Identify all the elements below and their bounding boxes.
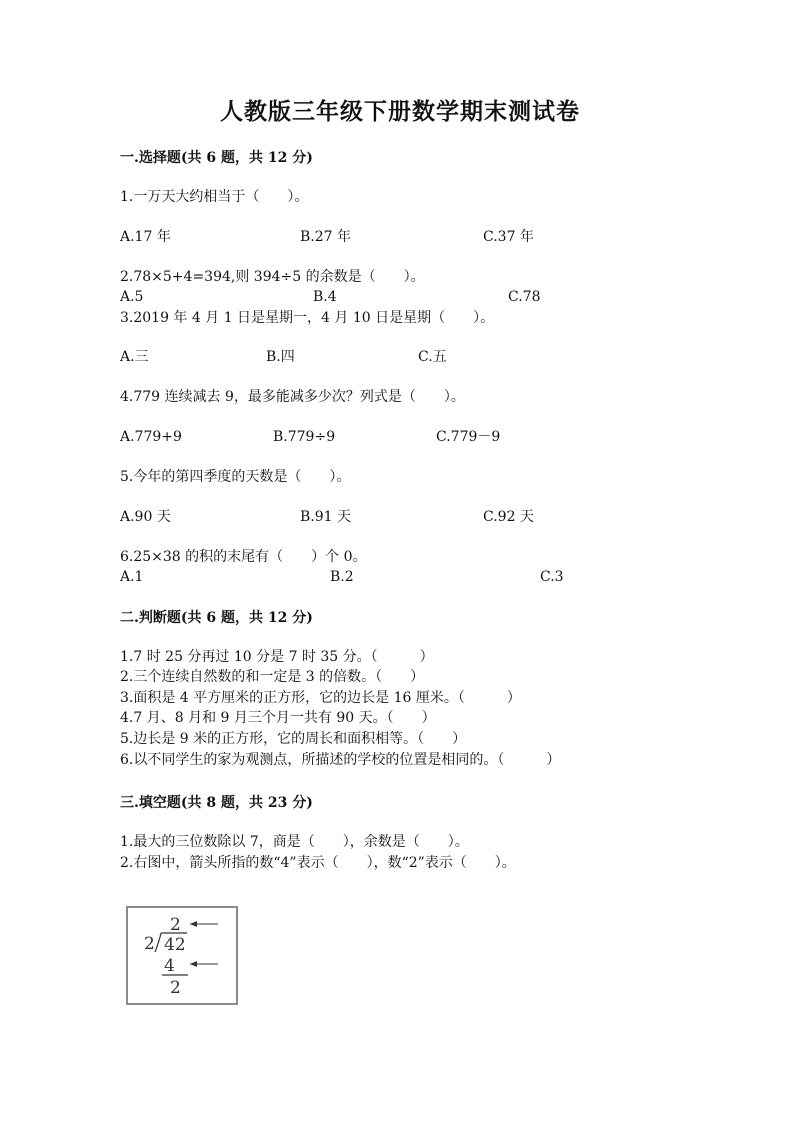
section-heading-choice: 一.选择题(共 6 题，共 12 分) — [120, 150, 313, 166]
question-1-option-a: A.17 年 — [120, 229, 171, 245]
question-6-stem: 6.25×38 的积的末尾有（ ）个 0。 — [120, 549, 367, 565]
question-3-option-a: A.三 — [120, 349, 149, 365]
long-division-diagram — [128, 908, 236, 1003]
question-4-option-b: B.779÷9 — [273, 429, 336, 445]
question-6-option-a: A.1 — [120, 569, 144, 585]
divisor-digit: 2 — [144, 934, 155, 954]
question-5-option-a: A.90 天 — [120, 509, 171, 525]
question-3-option-b: B.四 — [266, 349, 295, 365]
question-5-stem: 5.今年的第四季度的天数是（ ）。 — [120, 469, 351, 485]
question-4-option-a: A.779+9 — [120, 429, 182, 445]
question-1-option-b: B.27 年 — [300, 229, 352, 245]
judge-item-1: 1.7 时 25 分再过 10 分是 7 时 35 分。（ ） — [120, 649, 434, 665]
question-4-option-c: C.779－9 — [436, 429, 501, 445]
quotient-digit: 2 — [170, 915, 181, 935]
judge-item-5: 5.边长是 9 米的正方形，它的周长和面积相等。（ ） — [120, 731, 467, 747]
question-2-option-c: C.78 — [508, 289, 541, 305]
judge-item-4: 4.7 月、8 月和 9 月三个月一共有 90 天。（ ） — [120, 710, 436, 726]
question-2-stem: 2.78×5+4=394,则 394÷5 的余数是（ ）。 — [120, 269, 425, 285]
question-2-option-a: A.5 — [120, 289, 144, 305]
question-6-option-b: B.2 — [330, 569, 354, 585]
judge-item-2: 2.三个连续自然数的和一定是 3 的倍数。（ ） — [120, 669, 425, 685]
section-heading-judge: 二.判断题(共 6 题，共 12 分) — [120, 610, 313, 626]
question-3-stem: 3.2019 年 4 月 1 日是星期一，4 月 10 日是星期（ ）。 — [120, 310, 495, 326]
arrow-left-icon — [190, 961, 197, 967]
arrow-left-icon — [190, 921, 197, 927]
product-digit: 4 — [164, 956, 175, 976]
question-5-option-c: C.92 天 — [483, 509, 534, 525]
section-heading-fill: 三.填空题(共 8 题，共 23 分) — [120, 795, 313, 811]
judge-item-6: 6.以不同学生的家为观测点，所描述的学校的位置是相同的。（ ） — [120, 752, 561, 768]
question-1-stem: 1.一万天大约相当于（ ）。 — [120, 189, 309, 205]
fill-item-2: 2.右图中，箭头所指的数“4”表示（ ），数“2”表示（ ）。 — [120, 855, 516, 871]
question-4-stem: 4.779 连续减去 9，最多能减多少次？列式是（ ）。 — [120, 389, 465, 405]
judge-item-3: 3.面积是 4 平方厘米的正方形，它的边长是 16 厘米。（ ） — [120, 690, 521, 706]
question-5-option-b: B.91 天 — [300, 509, 352, 525]
question-3-option-c: C.五 — [418, 349, 447, 365]
fill-item-1: 1.最大的三位数除以 7，商是（ ），余数是（ ）。 — [120, 834, 469, 850]
dividend-digits: 42 — [164, 935, 186, 955]
page-title: 人教版三年级下册数学期末测试卷 — [220, 98, 580, 125]
remainder-digit: 2 — [170, 978, 181, 998]
question-2-option-b: B.4 — [313, 289, 337, 305]
long-division-figure — [126, 906, 238, 1005]
division-bracket — [155, 933, 161, 952]
question-1-option-c: C.37 年 — [483, 229, 534, 245]
question-6-option-c: C.3 — [540, 569, 564, 585]
